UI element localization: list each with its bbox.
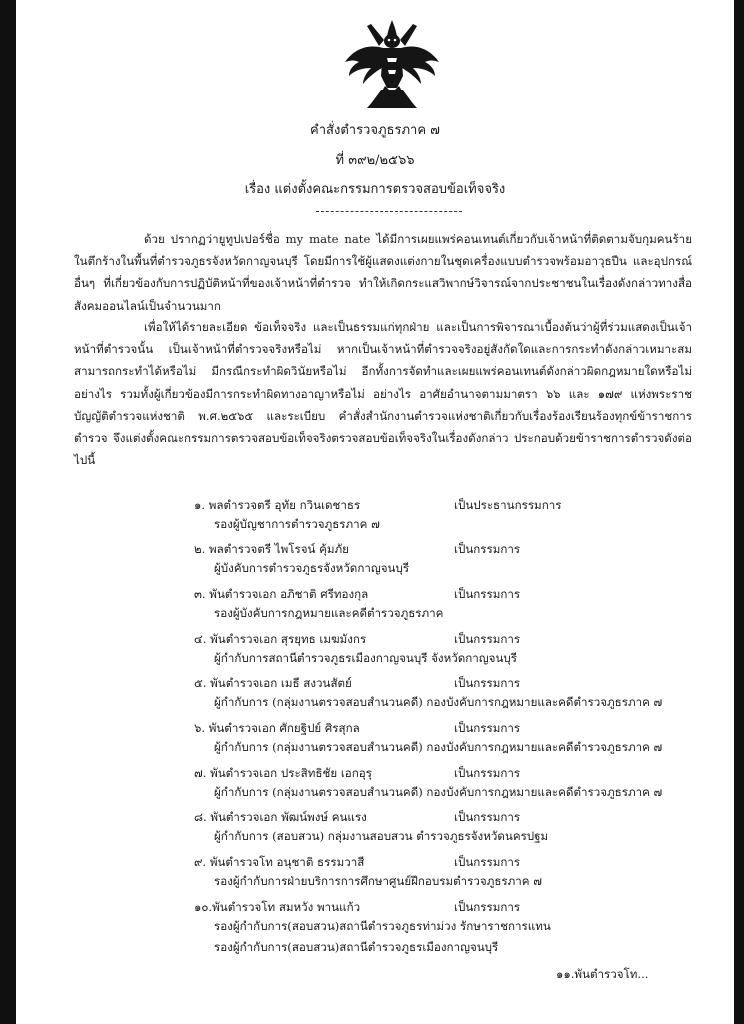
member-name: ๓. พันตำรวจเอก อภิชาติ ศรีทองกุล [194, 587, 369, 601]
committee-member [16, 854, 734, 898]
member-position: ผู้กำกับการ (กลุ่มงานตรวจสอบสำนวนคดี) กองบังคับการกฎหมายและคดีตำรวจภูธรภาค ๗ [214, 785, 663, 799]
member-position: ผู้กำกับการ (กลุ่มงานตรวจสอบสำนวนคดี) กองบังคับการกฎหมายและคดีตำรวจภูธรภาค ๗ [214, 740, 663, 754]
order-title: คำสั่งตำรวจภูธรภาค ๗ [310, 123, 440, 138]
member-role: เป็นกรรมการ [454, 676, 521, 690]
order-subject: เรื่อง แต่งตั้งคณะกรรมการตรวจสอบข้อเท็จจริง [244, 182, 506, 197]
body-paragraph-1: ด้วย ปรากฏว่ายูทูปเปอร์ชื่อ my mate nate ได้มีการเผยแพร่คอนเทนต์เกี่ยวกับเจ้าหน้าที่ติดตามจับกุมคนร้ายในตึกร้างในพื้นที่ตำรวจภูธรจังหวัดกาญจนบุรี โดยมีการใช้ผู้แสดงแต่งกายในชุดเครื่องแบบตำรวจพร้อมอาวุธปืน และอุปกรณ์อื่นๆ ที่เกี่ยวข้องกับการปฏิบัติหน้าที่ของเจ้าหน้าที่ตำรวจ ทำให้เกิดกระแสวิพากษ์วิจารณ์จากประชาชนในเรื่องดังกล่าวทางสื่อสังคมออนไลน์เป็นจำนวนมาก [74, 232, 692, 313]
member-name: ๔. พันตำรวจเอก สุรยุทธ เมฆมังกร [194, 632, 367, 646]
member-role: เป็นกรรมการ [454, 721, 521, 735]
member-role: เป็นกรรมการ [454, 900, 521, 914]
order-number: ที่ ๓๙๒/๒๕๖๖ [335, 153, 415, 168]
committee-member [16, 541, 734, 585]
member-role: เป็นกรรมการ [454, 855, 521, 869]
member-name: ๒. พลตำรวจตรี ไพโรจน์ คุ้มภัย [194, 542, 349, 556]
committee-member [16, 899, 734, 954]
member-role: เป็นกรรมการ [454, 542, 521, 556]
member-role: เป็นกรรมการ [454, 587, 521, 601]
continued-marker: ๑๑.พันตำรวจโท... [556, 967, 649, 981]
committee-member [16, 497, 734, 541]
member-position: รองผู้บังคับการกฎหมายและคดีตำรวจภูธรภาค [214, 606, 444, 620]
member-name: ๑๐.พันตำรวจโท สมหวัง พานแก้ว [194, 900, 361, 914]
garuda-emblem-icon [341, 18, 443, 110]
member-position-secondary: รองผู้กำกับการ(สอบสวน)สถานีตำรวจภูธรเมืองกาญจนบุรี [214, 940, 499, 954]
body-paragraph-2: เพื่อให้ได้รายละเอียด ข้อเท็จจริง และเป็นธรรมแก่ทุกฝ่าย และเป็นการพิจารณาเบื้องต้นว่าผู้ที่ร่วมแสดงเป็นเจ้าหน้าที่ตำรวจนั้น เป็นเจ้าหน้าที่ตำรวจจริงหรือไม่ หากเป็นเจ้าหน้าที่ตำรวจจริงอยู่สังกัดใดและการกระทำดังกล่าวเหมาะสม สามารถกระทำได้หรือไม่ มีกรณีกระทำผิดวินัยหรือไม่ อีกทั้งการจัดทำและเผยแพร่คอนเทนต์ดังกล่าวผิดกฎหมายใดหรือไม่ อย่างไร รวมทั้งผู้เกี่ยวข้องมีการกระทำผิดทางอาญาหรือไม่ อย่างไร อาศัยอำนาจตามมาตรา ๖๖ และ ๑๗๙ แห่งพระราชบัญญัติตำรวจแห่งชาติ พ.ศ.๒๕๖๕ และระเบียบ คำสั่งสำนักงานตำรวจแห่งชาติเกี่ยวกับเรื่องร้องเรียนร้องทุกข์ข้าราชการตำรวจ จึงแต่งตั้งคณะกรรมการตรวจสอบข้อเท็จจริงตรวจสอบข้อเท็จจริงในเรื่องดังกล่าว ประกอบด้วยข้าราชการตำรวจดังต่อไปนี้ [74, 320, 692, 468]
member-name: ๙. พันตำรวจโท อนุชาติ ธรรมวาสี [194, 855, 365, 869]
member-position: ผู้กำกับการ (กลุ่มงานตรวจสอบสำนวนคดี) กองบังคับการกฎหมายและคดีตำรวจภูธรภาค ๗ [214, 695, 663, 709]
member-role: เป็นกรรมการ [454, 766, 521, 780]
member-position: ผู้บังคับการตำรวจภูธรจังหวัดกาญจนบุรี [214, 561, 410, 575]
committee-member [16, 586, 734, 630]
committee-member [16, 675, 734, 719]
header-divider [316, 211, 462, 212]
member-role: เป็นกรรมการ [454, 810, 521, 824]
committee-member [16, 765, 734, 809]
member-name: ๖. พันตำรวจเอก ศักยฐิปย์ ศิรสุกล [194, 721, 360, 735]
member-name: ๑. พลตำรวจตรี อุทัย กวินเดชาธร [194, 498, 361, 512]
document-page [16, 0, 734, 1024]
member-position: รองผู้กำกับการฝ่ายบริการการศึกษาศูนย์ฝึกอบรมตำรวจภูธรภาค ๗ [214, 874, 542, 888]
member-name: ๕. พันตำรวจเอก เมธี สงวนสัตย์ [194, 676, 352, 690]
member-role: เป็นประธานกรรมการ [454, 498, 562, 512]
member-role: เป็นกรรมการ [454, 632, 521, 646]
member-name: ๗. พันตำรวจเอก ประสิทธิชัย เอกอุรุ [194, 766, 372, 780]
committee-member [16, 631, 734, 675]
member-name: ๘. พันตำรวจเอก พัฒน์พงษ์ คนแรง [194, 810, 367, 824]
member-position: รองผู้กำกับการ(สอบสวน)สถานีตำรวจภูธรท่าม่วง รักษาราชการแทน [214, 919, 551, 933]
committee-member [16, 809, 734, 853]
member-position: รองผู้บัญชาการตำรวจภูธรภาค ๗ [214, 517, 380, 531]
member-position: ผู้กำกับการ (สอบสวน) กลุ่มงานสอบสวน ตำรวจภูธรจังหวัดนครปฐม [214, 829, 549, 843]
member-position: ผู้กำกับการสถานีตำรวจภูธรเมืองกาญจนบุรี จังหวัดกาญจนบุรี [214, 651, 517, 665]
committee-member [16, 720, 734, 764]
